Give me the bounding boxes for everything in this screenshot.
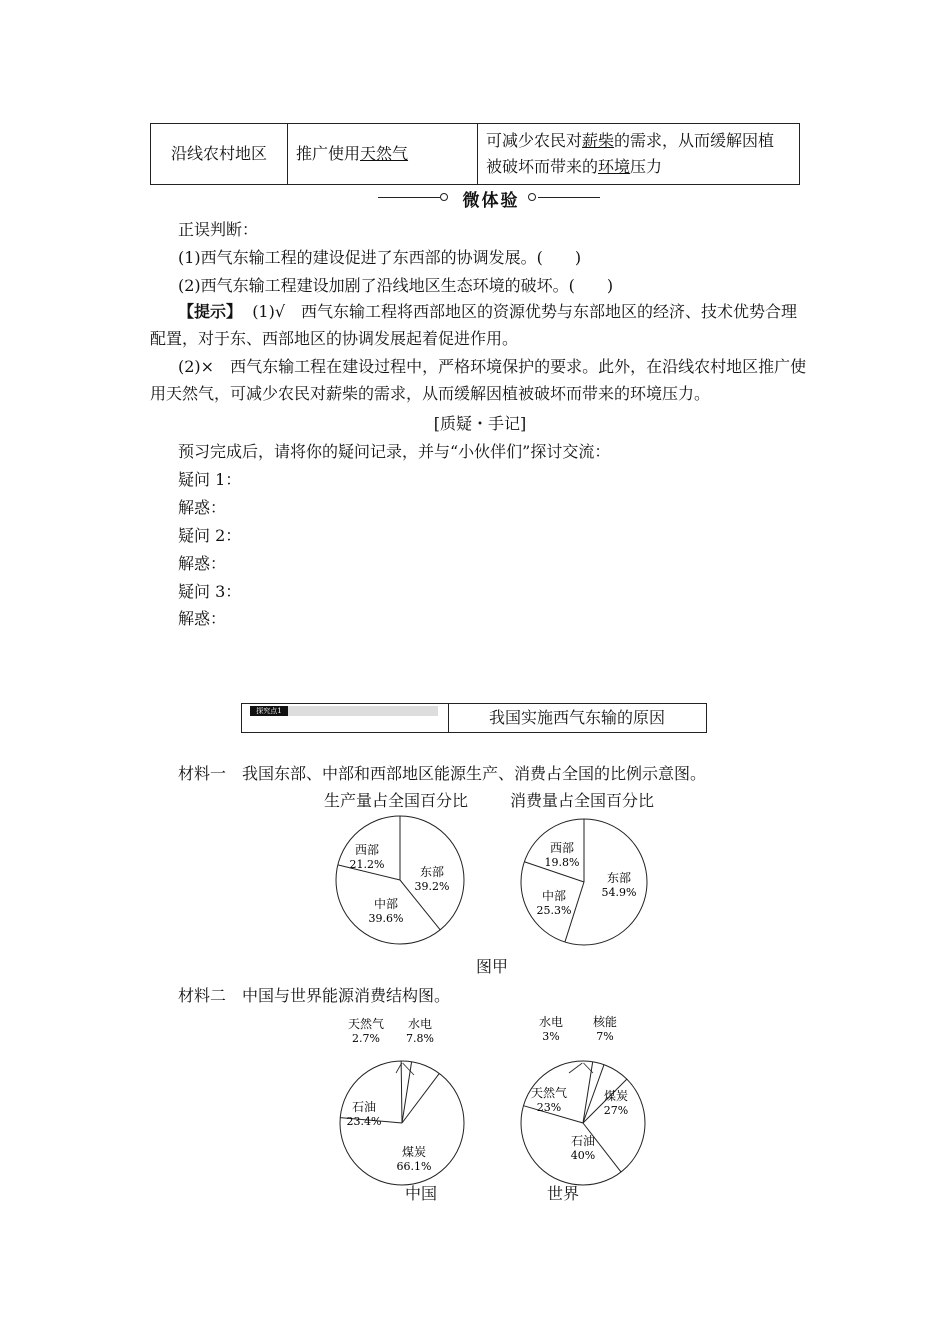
note-answer-1: 解惑： bbox=[178, 498, 227, 517]
slice-value: 27% bbox=[603, 1104, 629, 1117]
slice-value: 21.2% bbox=[349, 858, 385, 871]
pie-slice-boundary bbox=[401, 1061, 402, 1123]
effect-underlined-2: 环境 bbox=[598, 157, 631, 176]
material-2-caption: 材料二 中国与世界能源消费结构图。 bbox=[178, 986, 451, 1005]
slice-value: 23.4% bbox=[346, 1115, 382, 1128]
note-question-1: 疑问 1： bbox=[178, 470, 242, 489]
slice-name: 煤炭 bbox=[401, 1145, 427, 1159]
note-answer-3: 解惑： bbox=[178, 609, 227, 628]
note-answer-2: 解惑： bbox=[178, 554, 227, 573]
consumption-pie bbox=[521, 819, 647, 945]
slice-name: 石油 bbox=[570, 1134, 596, 1148]
effect-text-3: 被破坏而带来的 bbox=[486, 157, 599, 176]
pie-slice-boundary bbox=[583, 1065, 604, 1123]
slice-name: 中部 bbox=[541, 889, 567, 903]
effect-text-4: 压力 bbox=[630, 157, 663, 176]
slice-name: 天然气 bbox=[530, 1086, 568, 1100]
slice-name: 石油 bbox=[351, 1100, 377, 1114]
judge-heading: 正误判断： bbox=[178, 220, 259, 239]
note-question-2: 疑问 2： bbox=[178, 526, 242, 545]
material-1-caption: 材料一 我国东部、中部和西部地区能源生产、消费占全国的比例示意图。 bbox=[178, 764, 707, 783]
slice-value: 23% bbox=[536, 1101, 562, 1114]
slice-value: 19.8% bbox=[544, 856, 580, 869]
figure-label: 图甲 bbox=[476, 957, 509, 976]
slice-value: 39.6% bbox=[368, 912, 404, 925]
slice-value: 40% bbox=[570, 1149, 596, 1162]
slice-name: 水电 bbox=[538, 1015, 564, 1029]
judge-question-1: (1)西气东输工程的建设促进了东西部的协调发展。( ) bbox=[178, 248, 582, 267]
world-label: 世界 bbox=[547, 1184, 580, 1203]
measure-underlined: 天然气 bbox=[360, 144, 409, 163]
slice-value: 7.8% bbox=[406, 1032, 434, 1045]
china-energy-pie bbox=[340, 1016, 464, 1185]
section-tag: 探究点1 bbox=[250, 706, 288, 716]
slice-name: 东部 bbox=[419, 865, 445, 879]
effect-underlined-1: 薪柴 bbox=[582, 131, 615, 150]
slice-value: 66.1% bbox=[396, 1160, 432, 1173]
consumption-chart-title: 消费量占全国百分比 bbox=[510, 791, 655, 810]
slice-name: 煤炭 bbox=[603, 1089, 629, 1103]
production-pie bbox=[336, 816, 464, 944]
slice-value: 39.2% bbox=[414, 880, 450, 893]
slice-value: 3% bbox=[542, 1030, 560, 1043]
production-chart-title: 生产量占全国百分比 bbox=[324, 791, 469, 810]
slice-value: 54.9% bbox=[601, 886, 637, 899]
measure-text: 推广使用 bbox=[296, 144, 361, 163]
hint-label: 【提示】 bbox=[178, 302, 243, 321]
notes-intro: 预习完成后，请将你的疑问记录，并与“小伙伴们”探讨交流： bbox=[178, 442, 611, 461]
slice-name: 中部 bbox=[373, 897, 399, 911]
judge-question-2: (2)西气东输工程建设加剧了沿线地区生态环境的破坏。( ) bbox=[178, 276, 614, 295]
china-label: 中国 bbox=[405, 1184, 438, 1203]
slice-name: 核能 bbox=[592, 1015, 618, 1029]
slice-value: 2.7% bbox=[352, 1032, 380, 1045]
slice-name: 天然气 bbox=[347, 1017, 385, 1031]
hint-paragraph-2: (2)× 西气东输工程在建设过程中，严格环境保护的要求。此外，在沿线农村地区推广使用天然气，可减少农民对薪柴的需求，从而缓解因植被破坏而带来的环境压力。 bbox=[150, 357, 807, 403]
effect-text-2: 的需求，从而缓解因植 bbox=[614, 131, 775, 150]
notes-title: [质疑・手记] bbox=[433, 414, 527, 433]
slice-name: 西部 bbox=[354, 843, 380, 857]
leader-line bbox=[403, 1063, 414, 1075]
slice-name: 东部 bbox=[606, 871, 632, 885]
leader-line bbox=[569, 1063, 582, 1073]
section-title: 我国实施西气东输的原因 bbox=[488, 708, 665, 727]
slice-name: 水电 bbox=[407, 1017, 433, 1031]
micro-experience-title: 微体验 bbox=[462, 191, 520, 211]
effect-text-1: 可减少农民对 bbox=[486, 131, 583, 150]
world-energy-pie bbox=[521, 1014, 645, 1185]
hint-text-1: (1)√ 西气东输工程将西部地区的资源优势与东部地区的经济、技术优势合理配置，对于东、西部地区的协调发展起着促进作用。 bbox=[150, 302, 798, 348]
slice-value: 25.3% bbox=[536, 904, 572, 917]
slice-name: 西部 bbox=[549, 841, 575, 855]
slice-value: 7% bbox=[596, 1030, 614, 1043]
region-cell: 沿线农村地区 bbox=[151, 124, 288, 185]
note-question-3: 疑问 3： bbox=[178, 582, 242, 601]
pie-slice-boundary bbox=[402, 1073, 439, 1123]
